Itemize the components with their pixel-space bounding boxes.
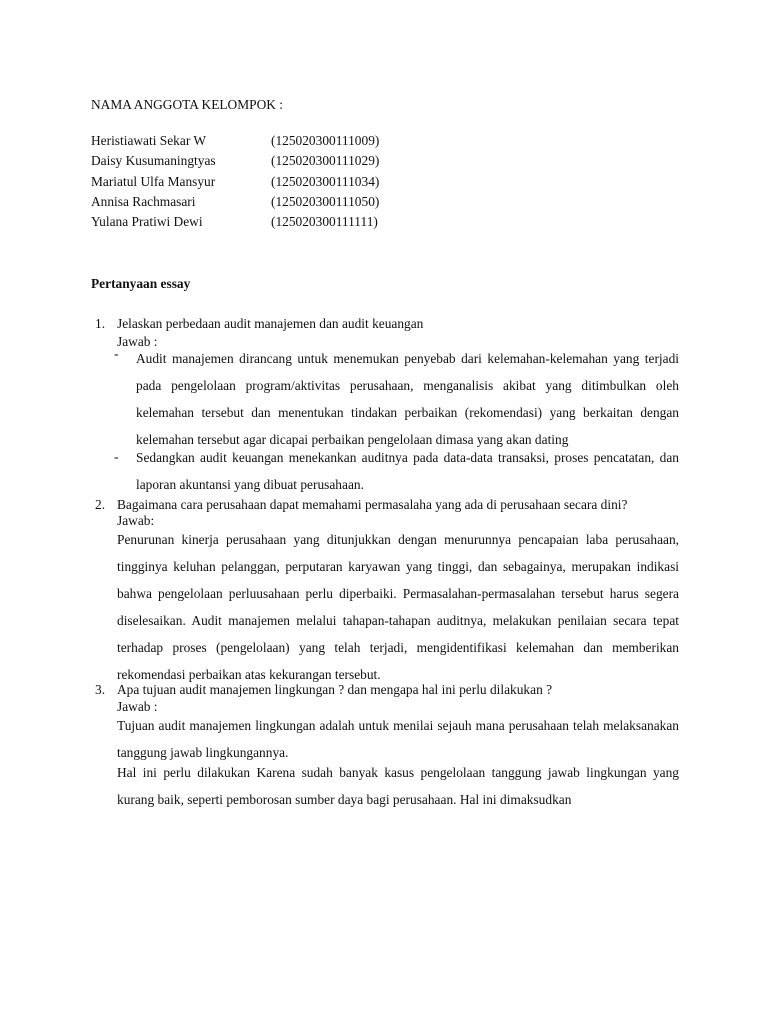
essay-heading: Pertanyaan essay [91,276,191,291]
member-name: Mariatul Ulfa Mansyur [91,173,216,189]
member-row [91,131,431,151]
member-row [91,212,431,232]
answer-text-continued: Hal ini perlu dilakukan Karena sudah banyak kasus pengelolaan tanggung jawab lingkungan yang kurang baik, seperti pemborosan sumber daya bagi perusahaan. Hal ini dimaksudkan [117,764,679,807]
member-row [91,172,431,192]
question-text: Apa tujuan audit manajemen lingkungan ? dan mengapa hal ini perlu dilakukan ? [117,681,553,697]
member-list [91,131,431,232]
question-number: 3. [95,681,106,697]
answer-label: Jawab: [117,513,155,528]
question-text: Jelaskan perbedaan audit manajemen dan audit keuangan [117,316,424,331]
member-name: Heristiawati Sekar W [91,133,207,148]
question-text: Bagaimana cara perusahaan dapat memahami permasalaha yang ada di perusahaan secara dini? [117,497,628,512]
bullet-item [114,444,679,498]
bullet-item [114,345,679,453]
member-id: (125020300111111) [271,214,378,230]
member-name: Daisy Kusumaningtyas [91,153,216,169]
member-id: (125020300111009) [271,133,380,148]
answer-text: Tujuan audit manajemen lingkungan adalah untuk menilai sejauh mana perusahaan telah melaksanakan tanggung jawab lingkungannya. [117,717,679,760]
member-id: (125020300111029) [271,153,380,169]
member-row [91,192,431,212]
question-item [91,315,679,498]
member-name: Annisa Rachmasari [91,193,196,209]
answer-label: Jawab : [117,333,158,349]
question-item [91,681,679,813]
member-name: Yulana Pratiwi Dewi [91,214,203,230]
answer-bullets [114,345,679,498]
member-row [91,151,431,171]
question-item [91,491,679,688]
answer-label: Jawab : [117,699,158,714]
question-number: 2. [95,497,106,512]
question-number: 1. [95,316,106,331]
bullet-dash: - [114,449,119,464]
member-id: (125020300111050) [271,193,380,209]
question-list [91,315,679,813]
bullet-text: Audit manajemen dirancang untuk menemukan penyebab dari kelemahan-kelemahan yang terjadi pada pengelolaan program/aktivitas perusahaan, menganalisis akibat yang ditimbulkan oleh kelemahan tersebut dan menentukan tindakan perbaikan (rekomendasi) yang berkaitan dengan kelemahan tersebut agar dicapai perbaikan pengelolaan dimasa yang akan dating [136,351,679,447]
bullet-text: Sedangkan audit keuangan menekankan auditnya pada data-data transaksi, proses pencatatan, dan laporan akuntansi yang dibuat perusahaan. [136,450,679,492]
answer-text: Penurunan kinerja perusahaan yang ditunjukkan dengan menurunnya pencapaian laba perusahaan, tingginya keluhan pelanggan, perputaran karyawan yang tinggi, dan sebagainya, merupakan indikasi bahwa pengelolaan perluusahaan perlu diperbaiki. Permasalahan-permasalahan tersebut harus segera diselesaikan. Audit manajemen melalui tahapan-tahapan auditnya, melakukan penilaian secara tepat terhadap proses (pengelolaan) yang telah terjadi, mengidentifikasi kelemahan dan memberikan rekomendasi perbaikan atas kekurangan tersebut. [117,531,679,682]
bullet-dash: - [114,346,119,361]
group-title: NAMA ANGGOTA KELOMPOK : [91,97,283,112]
member-id: (125020300111034) [271,173,380,189]
